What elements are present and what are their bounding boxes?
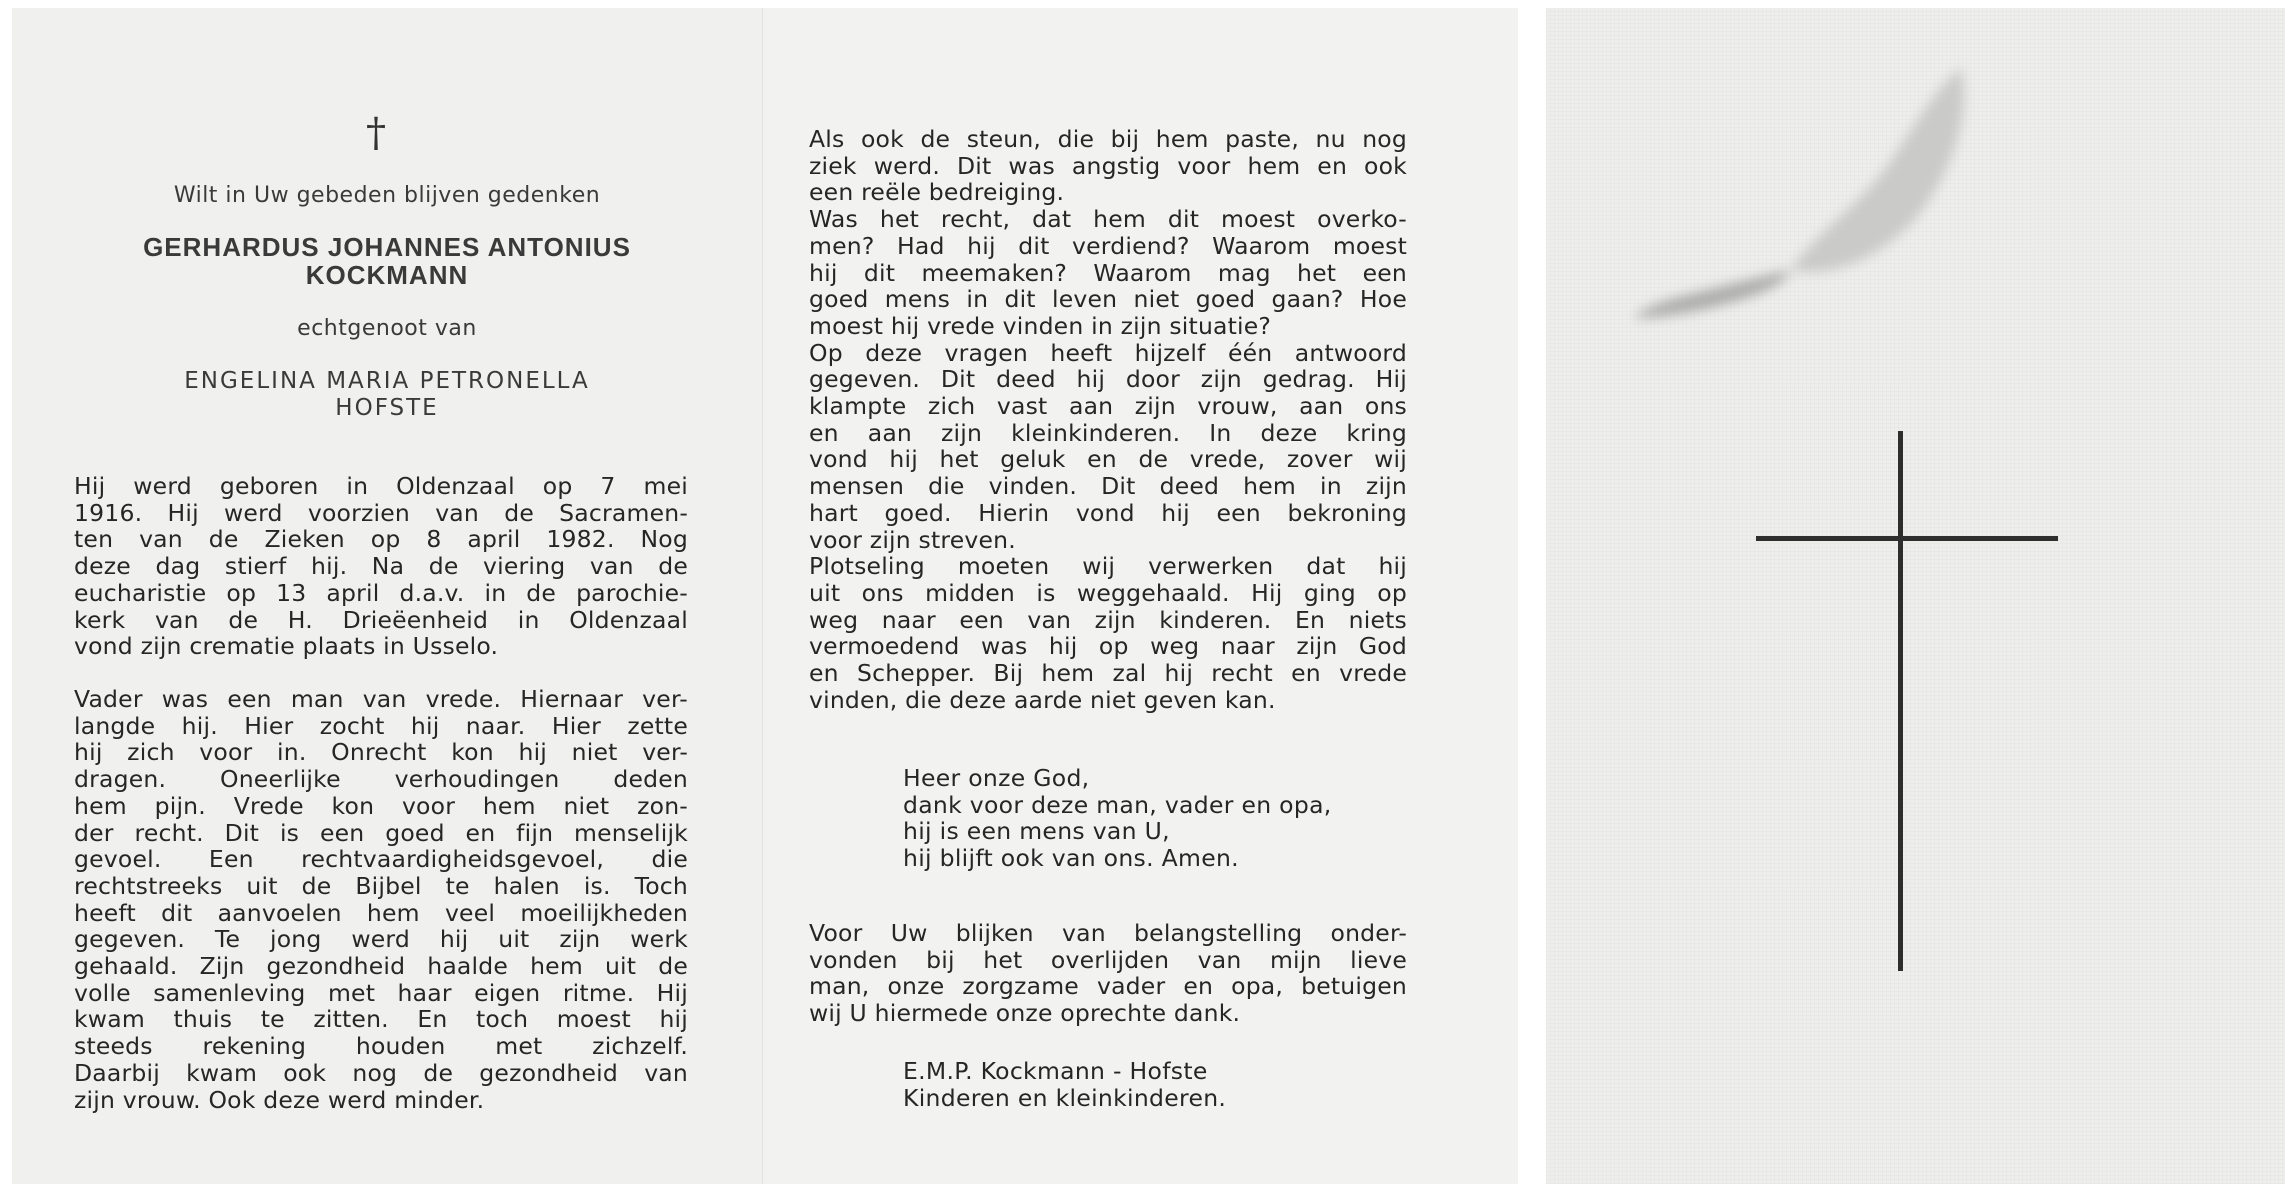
spouse-name-line2: HOFSTE xyxy=(335,395,439,421)
text-line: Voor Uw blijken van belangstelling onder- xyxy=(809,919,1407,947)
thanks-paragraph xyxy=(809,920,1407,1027)
text-line: vinden, die deze aarde niet geven kan. xyxy=(809,685,1276,714)
text-line: hij dit meemaken? Waarom mag het een xyxy=(809,258,1407,287)
text-line: heeft dit aanvoelen hem veel moeilijkheden xyxy=(74,898,688,927)
text-line: eucharistie op 13 april d.a.v. in de parochie- xyxy=(74,578,688,607)
biography-paragraph xyxy=(74,473,688,660)
card-inner-right-page xyxy=(762,8,1518,1184)
text-line: vonden bij het overlijden van mijn lieve xyxy=(809,945,1407,974)
text-line: rechtstreeks uit de Bijbel te halen is. Toch xyxy=(74,871,688,900)
tribute-paragraph xyxy=(74,686,688,1113)
text-line: kerk van de H. Drieëenheid in Oldenzaal xyxy=(74,605,688,634)
family-signature xyxy=(903,1058,1226,1111)
text-line: dragen. Oneerlijke verhoudingen deden xyxy=(74,765,688,794)
text-line: Vader was een man van vrede. Hiernaar ver- xyxy=(74,685,688,713)
text-line: moest hij vrede vinden in zijn situatie? xyxy=(809,311,1272,340)
cross-vertical-bar xyxy=(1898,431,1903,971)
text-line: gegeven. Dit deed hij door zijn gedrag. Hij xyxy=(809,365,1407,394)
text-line: zijn vrouw. Ook deze werd minder. xyxy=(74,1085,485,1114)
text-line: weg naar een van zijn kinderen. En niets xyxy=(809,605,1407,634)
text-line: Op deze vragen heeft hijzelf één antwoord xyxy=(809,338,1407,367)
text-line: 1916. Hij werd voorzien van de Sacramen- xyxy=(74,498,688,527)
text-line: wij U hiermede onze oprechte dank. xyxy=(809,999,1241,1028)
deceased-name-line2: KOCKMANN xyxy=(305,260,469,290)
text-line: gehaald. Zijn gezondheid haalde hem uit de xyxy=(74,952,688,981)
text-line: uit ons midden is weggehaald. Hij ging op xyxy=(809,578,1407,607)
text-line: Plotseling moeten wij verwerken dat hij xyxy=(809,552,1407,581)
text-line: klampte zich vast aan zijn vrouw, aan ons xyxy=(809,392,1407,421)
text-line: Was het recht, dat hem dit moest overko- xyxy=(809,205,1407,234)
text-line: vond hij het geluk en de vrede, zover wij xyxy=(809,445,1407,474)
text-line: Daarbij kwam ook nog de gezondheid van xyxy=(74,1058,688,1087)
text-line: een reële bedreiging. xyxy=(809,178,1065,207)
cross-horizontal-bar xyxy=(1756,536,2058,541)
text-line: vond zijn crematie plaats in Usselo. xyxy=(74,632,499,661)
text-line: hij zich voor in. Onrecht kon hij niet ver- xyxy=(74,738,688,767)
text-line: kwam thuis te zitten. En toch moest hij xyxy=(74,1005,688,1034)
text-line: gevoel. Een rechtvaardigheidsgevoel, die xyxy=(74,845,688,874)
text-line: dank voor deze man, vader en opa, xyxy=(903,790,1332,819)
text-line: en aan zijn kleinkinderen. In deze kring xyxy=(809,418,1407,447)
text-line: hij blijft ook van ons. Amen. xyxy=(903,844,1239,873)
text-line: deze dag stierf hij. Na de viering van de xyxy=(74,552,688,581)
prayer-verse xyxy=(903,765,1332,872)
text-line: volle samenleving met haar eigen ritme. Hij xyxy=(74,978,688,1007)
spouse-name xyxy=(72,368,702,422)
text-line: der recht. Dit is een goed en fijn menselijk xyxy=(74,818,688,847)
text-line: langde hij. Hier zocht hij naar. Hier zette xyxy=(74,711,688,740)
text-line: voor zijn streven. xyxy=(809,525,1016,554)
text-line: man, onze zorgzame vader en opa, betuigen xyxy=(809,972,1407,1001)
card-front-cover xyxy=(1546,8,2285,1184)
card-inner-left-page xyxy=(12,8,762,1184)
text-line: hart goed. Hierin vond hij een bekroning xyxy=(809,498,1407,527)
deceased-name-line1: GERHARDUS JOHANNES ANTONIUS xyxy=(143,232,631,262)
text-line: steeds rekening houden met zichzelf. xyxy=(74,1032,688,1061)
text-line: en Schepper. Bij hem zal hij recht en vrede xyxy=(809,659,1407,688)
text-line: Hij werd geboren in Oldenzaal op 7 mei xyxy=(74,472,688,500)
text-line: vermoedend was hij op weg naar zijn God xyxy=(809,632,1407,661)
reflection-paragraph xyxy=(809,126,1407,713)
deceased-name xyxy=(72,233,702,289)
text-line: ten van de Zieken op 8 april 1982. Nog xyxy=(74,525,688,554)
text-line: hem pijn. Vrede kon voor hem niet zon- xyxy=(74,791,688,820)
dove-silhouette-icon xyxy=(1586,48,2006,428)
text-line: Heer onze God, xyxy=(903,764,1090,792)
text-line: men? Had hij dit verdiend? Waarom moest xyxy=(809,231,1407,260)
text-line: Kinderen en kleinkinderen. xyxy=(903,1083,1227,1112)
cross-icon: † xyxy=(366,110,386,156)
spouse-name-line1: ENGELINA MARIA PETRONELLA xyxy=(184,368,590,394)
text-line: hij is een mens van U, xyxy=(903,817,1170,846)
spouse-of-label: echtgenoot van xyxy=(297,316,477,341)
text-line: gegeven. Te jong werd hij uit zijn werk xyxy=(74,925,688,954)
text-line: goed mens in dit leven niet goed gaan? Hoe xyxy=(809,285,1407,314)
text-line: ziek werd. Dit was angstig voor hem en ook xyxy=(809,151,1407,180)
intro-text: Wilt in Uw gebeden blijven gedenken xyxy=(173,183,601,208)
text-line: mensen die vinden. Dit deed hem in zijn xyxy=(809,472,1407,501)
text-line: E.M.P. Kockmann - Hofste xyxy=(903,1057,1208,1085)
text-line: Als ook de steun, die bij hem paste, nu nog xyxy=(809,125,1407,153)
